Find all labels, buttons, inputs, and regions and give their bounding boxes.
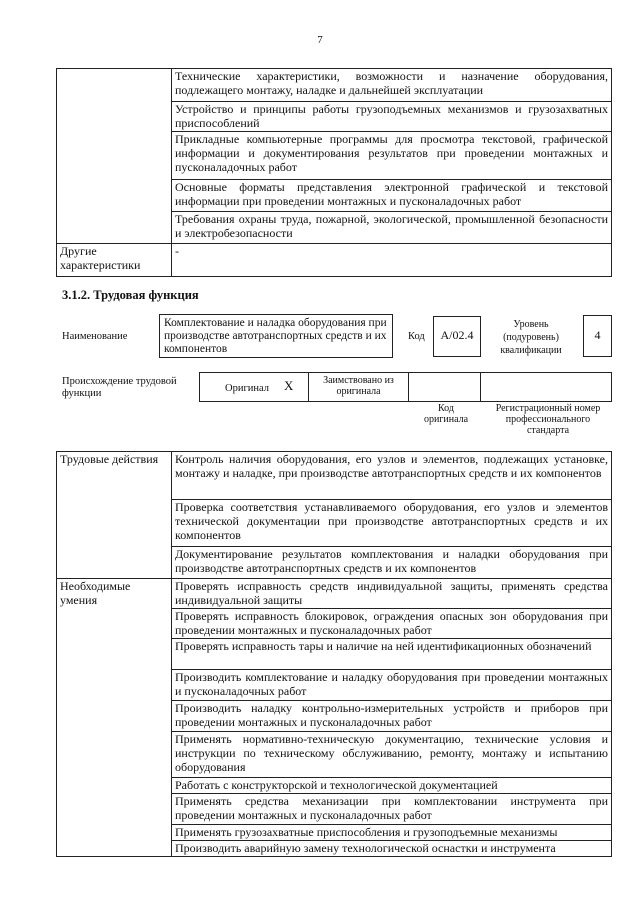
table-cell: Производить наладку контрольно-измерительных устройств и приборов при проведении монтажных и пусконаладочных работ xyxy=(172,701,612,732)
level-label: Уровень (подуровень) квалификации xyxy=(500,319,562,356)
table-cell: Применять нормативно-техническую документацию, технические условия и инструкции по техническому обслуживанию, ремонту, монтажу и испытанию оборудования xyxy=(172,732,612,778)
origin-code-box xyxy=(408,372,481,402)
labor-function-table xyxy=(56,451,612,857)
code-caption: Код оригинала xyxy=(423,403,469,425)
table-cell: Проверять исправность средств индивидуальной защиты, применять средства индивидуальной защиты xyxy=(172,579,612,609)
table-row-label: Другие характеристики xyxy=(57,244,172,277)
table-cell: Контроль наличия оборудования, его узлов и элементов, подлежащих установке, монтажу и наладке, при производстве автотранспортных средств и их компонентов xyxy=(172,452,612,500)
table-cell: Проверять исправность блокировок, ограждения опасных зон оборудования при проведении монтажных и пусконаладочных работ xyxy=(172,609,612,639)
reg-number-box xyxy=(480,372,612,402)
table-cell: Прикладные компьютерные программы для просмотра текстовой, графической информации и документирования результатов при проведении монтажных и пусконаладочных работ xyxy=(172,132,612,180)
table-cell: Проверка соответствия устанавливаемого оборудования, его узлов и элементов технической документации при производстве автотранспортных средств и их компонентов xyxy=(172,500,612,547)
section-title: 3.1.2. Трудовая функция xyxy=(62,288,199,302)
page-number: 7 xyxy=(317,34,323,46)
table-row-label: Трудовые действия xyxy=(57,452,172,579)
table-cell: Основные форматы представления электронной графической и текстовой информации при проведении монтажных и пусконаладочных работ xyxy=(172,180,612,212)
table-cell: Производить аварийную замену технологической оснастки и инструмента xyxy=(172,841,612,857)
original-box xyxy=(199,372,309,402)
table-cell: Производить комплектование и наладку оборудования при проведении монтажных и пусконаладочных работ xyxy=(172,670,612,701)
table-cell: Устройство и принципы работы грузоподъемных механизмов и грузозахватных приспособлений xyxy=(172,102,612,132)
code-box: A/02.4 xyxy=(433,316,481,357)
table-cell: Технические характеристики, возможности и назначение оборудования, подлежащего монтажу, наладке и дальнейшей эксплуатации xyxy=(172,69,612,102)
borrowed-box xyxy=(308,372,409,402)
level-box: 4 xyxy=(583,315,612,357)
table-cell: Работать с конструкторской и технологической документацией xyxy=(172,778,612,794)
table-row-label: Необходимые умения xyxy=(57,579,172,857)
origin-label: Происхождение трудовой функции xyxy=(62,376,177,399)
function-name-box: Комплектование и наладка оборудования при производстве автотранспортных средств и их компонентов xyxy=(159,314,393,358)
reg-number-caption: Регистрационный номер профессионального стандарта xyxy=(495,403,601,436)
table-row-label xyxy=(57,69,172,244)
table-cell: Применять грузозахватные приспособления и грузоподъемные механизмы xyxy=(172,825,612,841)
original-mark: X xyxy=(284,378,294,393)
original-label: Оригинал xyxy=(225,383,269,394)
knowledge-table xyxy=(56,68,612,277)
code-label: Код xyxy=(408,331,425,342)
name-label: Наименование xyxy=(62,331,128,342)
table-cell: - xyxy=(172,244,612,277)
borrowed-label: Заимствовано из оригинала xyxy=(323,375,394,397)
table-cell: Требования охраны труда, пожарной, экологической, промышленной безопасности и электробезопасности xyxy=(172,212,612,244)
table-cell: Проверять исправность тары и наличие на ней идентификационных обозначений xyxy=(172,639,612,670)
table-cell: Применять средства механизации при комплектовании инструмента при проведении монтажных и пусконаладочных работ xyxy=(172,794,612,825)
table-cell: Документирование результатов комплектования и наладки оборудования при производстве автотранспортных средств и их компонентов xyxy=(172,547,612,579)
